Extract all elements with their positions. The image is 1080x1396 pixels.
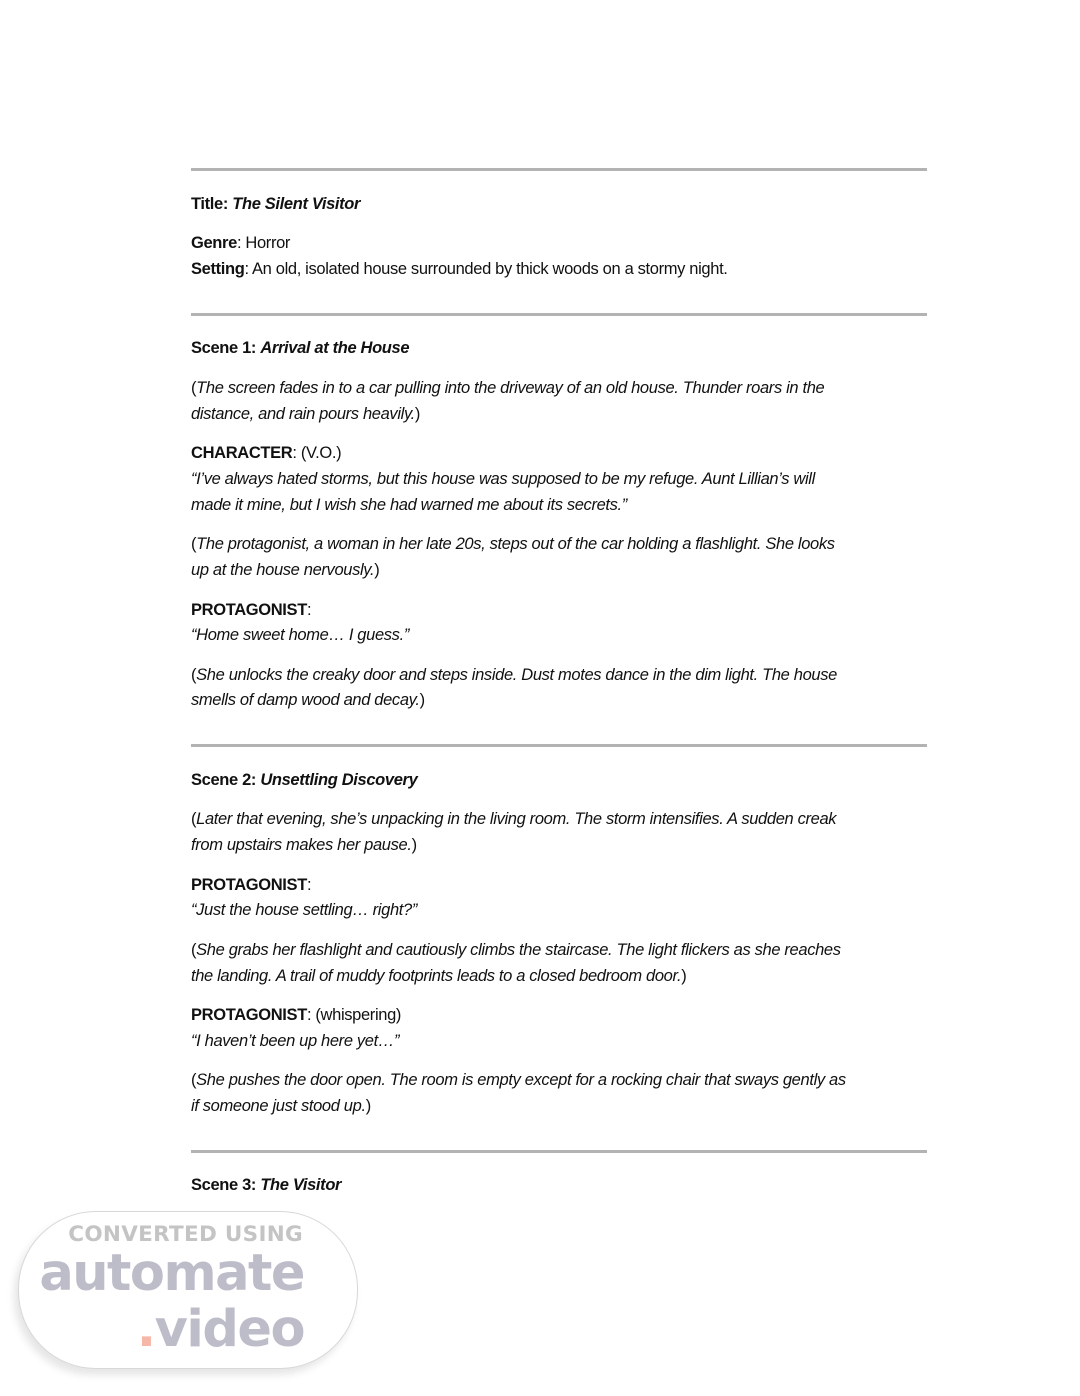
watermark-video [0, 1300, 304, 1360]
speaker-name: PROTAGONIST [191, 876, 307, 894]
horizontal-rule [191, 744, 927, 747]
setting-label: Setting [191, 260, 245, 278]
paren-close: ) [419, 691, 425, 709]
action-text: smells of damp wood and decay. [191, 691, 420, 709]
action-line [191, 662, 931, 688]
action-line [191, 557, 931, 583]
action-line [191, 937, 931, 963]
paren-close: ) [414, 405, 421, 423]
speaker-name: PROTAGONIST [191, 601, 307, 619]
action-text: She pushes the door open. The room is empty except for a rocking chair that sways gently as [196, 1071, 846, 1089]
dialogue-line: made it mine, but I wish she had warned me about its secrets.” [191, 496, 627, 514]
speaker-line [191, 597, 931, 623]
paren-close: ) [365, 1097, 371, 1115]
action-text: Later that evening, she’s unpacking in the living room. The storm intensifies. A sudden creak [196, 810, 837, 828]
speaker-line [191, 1002, 931, 1028]
title-line [191, 191, 931, 217]
scene-heading [191, 1172, 931, 1198]
action-line [191, 1093, 931, 1119]
speaker-line [191, 872, 931, 898]
action-text: She unlocks the creaky door and steps inside. Dust motes dance in the dim light. The house [196, 666, 837, 684]
watermark-converted-using: CONVERTED USING [68, 1222, 303, 1247]
speaker-direction: : (V.O.) [292, 444, 342, 462]
dialogue-line: “I’ve always hated storms, but this house was supposed to be my refuge. Aunt Lillian’s will [191, 470, 815, 488]
paren-open: ( [191, 379, 197, 397]
speaker-name: CHARACTER [191, 444, 293, 462]
action-line [191, 806, 931, 832]
speaker-direction: : [306, 876, 312, 894]
paren-close: ) [411, 836, 417, 854]
action-line [191, 1067, 931, 1093]
scene-label: Scene 2: [191, 771, 257, 789]
action-text: She grabs her flashlight and cautiously climbs the staircase. The light flickers as she reaches [196, 941, 841, 959]
scene-label: Scene 3: [191, 1176, 257, 1194]
genre-label: Genre [191, 234, 237, 252]
action-text: distance, and rain pours heavily. [191, 405, 415, 423]
setting-value: : An old, isolated house surrounded by thick woods on a stormy night. [244, 260, 728, 278]
setting-line [191, 256, 931, 282]
watermark-automate: automate [39, 1244, 304, 1303]
paren-open: ( [191, 1071, 197, 1089]
genre-value: : Horror [236, 234, 291, 252]
scene-title: Unsettling Discovery [260, 771, 418, 789]
scene-title: Arrival at the House [260, 339, 410, 357]
action-line [191, 401, 931, 427]
horizontal-rule [191, 1150, 927, 1153]
horizontal-rule [191, 168, 927, 171]
action-text: the landing. A trail of muddy footprints leads to a closed bedroom door. [191, 967, 682, 985]
genre-line [191, 230, 931, 256]
scene-heading [191, 767, 931, 793]
horizontal-rule [191, 313, 927, 316]
action-line [191, 832, 931, 858]
paren-open: ( [191, 941, 197, 959]
speaker-direction: : [306, 601, 312, 619]
action-text: up at the house nervously. [191, 561, 375, 579]
action-text: The protagonist, a woman in her late 20s, steps out of the car holding a flashlight. She looks [196, 535, 835, 553]
speaker-line [191, 440, 931, 466]
watermark-dot: . [136, 1300, 155, 1359]
action-line [191, 963, 931, 989]
action-line [191, 531, 931, 557]
action-text: from upstairs makes her pause. [191, 836, 412, 854]
action-line [191, 687, 931, 713]
scene-title: The Visitor [260, 1176, 342, 1194]
title-label: Title: [191, 195, 229, 213]
scene-heading [191, 335, 931, 361]
paren-open: ( [191, 666, 197, 684]
paren-open: ( [191, 810, 197, 828]
dialogue-line: “Home sweet home… I guess.” [191, 626, 409, 644]
action-text: The screen fades in to a car pulling into the driveway of an old house. Thunder roars in the [196, 379, 825, 397]
scene-label: Scene 1: [191, 339, 257, 357]
speaker-direction: : (whispering) [306, 1006, 402, 1024]
dialogue-line: “Just the house settling… right?” [191, 901, 417, 919]
action-line [191, 375, 931, 401]
paren-open: ( [191, 535, 197, 553]
action-text: if someone just stood up. [191, 1097, 366, 1115]
paren-close: ) [374, 561, 380, 579]
watermark-video-text: video [154, 1300, 304, 1359]
dialogue-line: “I haven’t been up here yet…” [191, 1032, 400, 1050]
title-value: The Silent Visitor [232, 195, 361, 213]
paren-close: ) [681, 967, 687, 985]
speaker-name: PROTAGONIST [191, 1006, 307, 1024]
